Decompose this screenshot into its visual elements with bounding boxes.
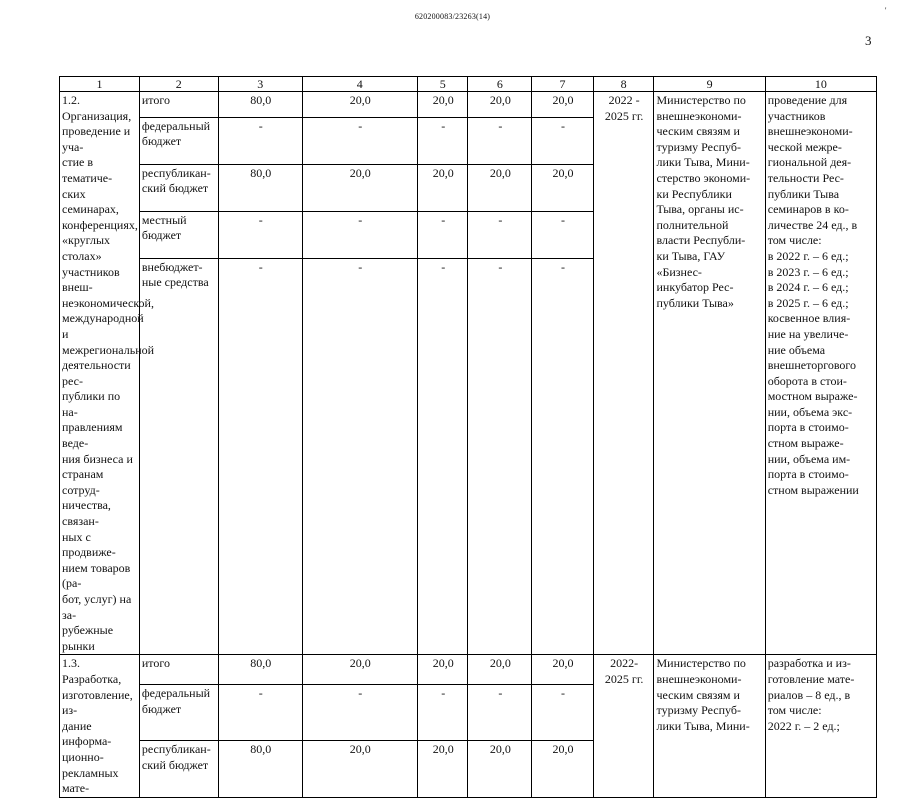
funding-source-cell: итого — [139, 92, 218, 118]
total-cell: 80,0 — [218, 741, 302, 797]
header-cell: 1 — [60, 77, 140, 92]
result-cell: разработка и из- готовление мате- риалов – 8 ед., в том числе: 2022 г. – 2 ед.; — [765, 655, 876, 797]
header-cell: 6 — [468, 77, 532, 92]
year-2022-cell: - — [302, 117, 417, 164]
year-2025-cell: - — [532, 117, 594, 164]
funding-source-cell: итого — [139, 655, 218, 685]
year-2025-cell: 20,0 — [532, 92, 594, 118]
year-2023-cell: 20,0 — [417, 164, 468, 211]
year-2025-cell: - — [532, 211, 594, 258]
total-cell: - — [218, 117, 302, 164]
program-table — [59, 76, 877, 798]
executor-cell: Министерство по внешнеэкономи- ческим связям и туризму Респуб- лики Тыва, Мини- — [654, 655, 765, 797]
header-cell: 2 — [139, 77, 218, 92]
table-row — [60, 655, 877, 685]
header-cell: 5 — [417, 77, 468, 92]
table-row — [60, 92, 877, 118]
page-number: 3 — [865, 33, 872, 48]
year-2023-cell: - — [417, 685, 468, 741]
year-2025-cell: 20,0 — [532, 741, 594, 797]
year-2022-cell: - — [302, 685, 417, 741]
total-cell: - — [218, 685, 302, 741]
document-id: 620200083/23263(14) — [414, 12, 491, 21]
year-2022-cell: 20,0 — [302, 655, 417, 685]
year-2023-cell: 20,0 — [417, 741, 468, 797]
funding-source-cell: республикан- ский бюджет — [139, 741, 218, 797]
total-cell: 80,0 — [218, 92, 302, 118]
activity-name-cell: 1.2. Организация, проведение и уча- стие в тематиче- ских семинарах, конференциях, «круглых столах» участников внеш- неэкономической, международной и межрегиональной деятельности рес- публики по на- правлениям веде- ния бизнеса и странам сотруд- ничества, связан- ных с продвиже- нием товаров (ра- бот, услуг) на за- рубежные рынки — [60, 92, 140, 655]
header-cell: 7 — [532, 77, 594, 92]
year-2024-cell: - — [468, 211, 532, 258]
year-2025-cell: 20,0 — [532, 164, 594, 211]
year-2024-cell: 20,0 — [468, 92, 532, 118]
year-2024-cell: - — [468, 258, 532, 655]
year-2022-cell: 20,0 — [302, 164, 417, 211]
year-2023-cell: - — [417, 117, 468, 164]
year-2025-cell: 20,0 — [532, 655, 594, 685]
year-2024-cell: 20,0 — [468, 164, 532, 211]
funding-source-cell: федеральный бюджет — [139, 685, 218, 741]
year-2025-cell: - — [532, 685, 594, 741]
header-row — [60, 77, 877, 92]
period-cell: 2022 - 2025 гг. — [593, 92, 654, 655]
item-1-3 — [60, 655, 877, 797]
result-cell: проведение для участников внешнеэкономи- ческой межре- гиональной дея- тельности Рес- публики Тыва семинаров в ко- личестве 24 ед., в том числе: в 2022 г. – 6 ед.; в 2023 г. – 6 ед.; в 2024 г. – 6 ед.; в 2025 г. – 6 ед.; косвенное влия- ние на увеличе- ние объема внешнеторгового оборота в стои- мостном выраже- нии, объема экс- порта в стоимо- стном выраже- нии, объема им- порта в стоимо- стном выражении — [765, 92, 876, 655]
year-2024-cell: 20,0 — [468, 741, 532, 797]
activity-name-cell: 1.3. Разработка, изготовление, из- дание информа- ционно- рекламных мате- — [60, 655, 140, 797]
year-2024-cell: - — [468, 117, 532, 164]
year-2024-cell: - — [468, 685, 532, 741]
total-cell: - — [218, 258, 302, 655]
total-cell: 80,0 — [218, 164, 302, 211]
year-2022-cell: - — [302, 258, 417, 655]
funding-source-cell: внебюджет- ные средства — [139, 258, 218, 655]
period-cell: 2022- 2025 гг. — [593, 655, 654, 797]
header-cell: 10 — [765, 77, 876, 92]
year-2023-cell: 20,0 — [417, 655, 468, 685]
year-2023-cell: - — [417, 211, 468, 258]
header-cell: 8 — [593, 77, 654, 92]
header-cell: 3 — [218, 77, 302, 92]
item-1-2 — [60, 92, 877, 655]
header-cell: 9 — [654, 77, 765, 92]
year-2025-cell: - — [532, 258, 594, 655]
executor-cell: Министерство по внешнеэкономи- ческим связям и туризму Респуб- лики Тыва, Мини- стерство экономи- ки Республики Тыва, органы ис- полнительной власти Республи- ки Тыва, ГАУ «Бизнес- инкубатор Рес- публики Тыва» — [654, 92, 765, 655]
total-cell: 80,0 — [218, 655, 302, 685]
funding-source-cell: республикан- ский бюджет — [139, 164, 218, 211]
total-cell: - — [218, 211, 302, 258]
funding-source-cell: местный бюджет — [139, 211, 218, 258]
year-2022-cell: - — [302, 211, 417, 258]
year-2022-cell: 20,0 — [302, 92, 417, 118]
year-2023-cell: - — [417, 258, 468, 655]
corner-mark: ' — [885, 6, 887, 15]
year-2022-cell: 20,0 — [302, 741, 417, 797]
year-2024-cell: 20,0 — [468, 655, 532, 685]
year-2023-cell: 20,0 — [417, 92, 468, 118]
funding-source-cell: федеральный бюджет — [139, 117, 218, 164]
header-cell: 4 — [302, 77, 417, 92]
